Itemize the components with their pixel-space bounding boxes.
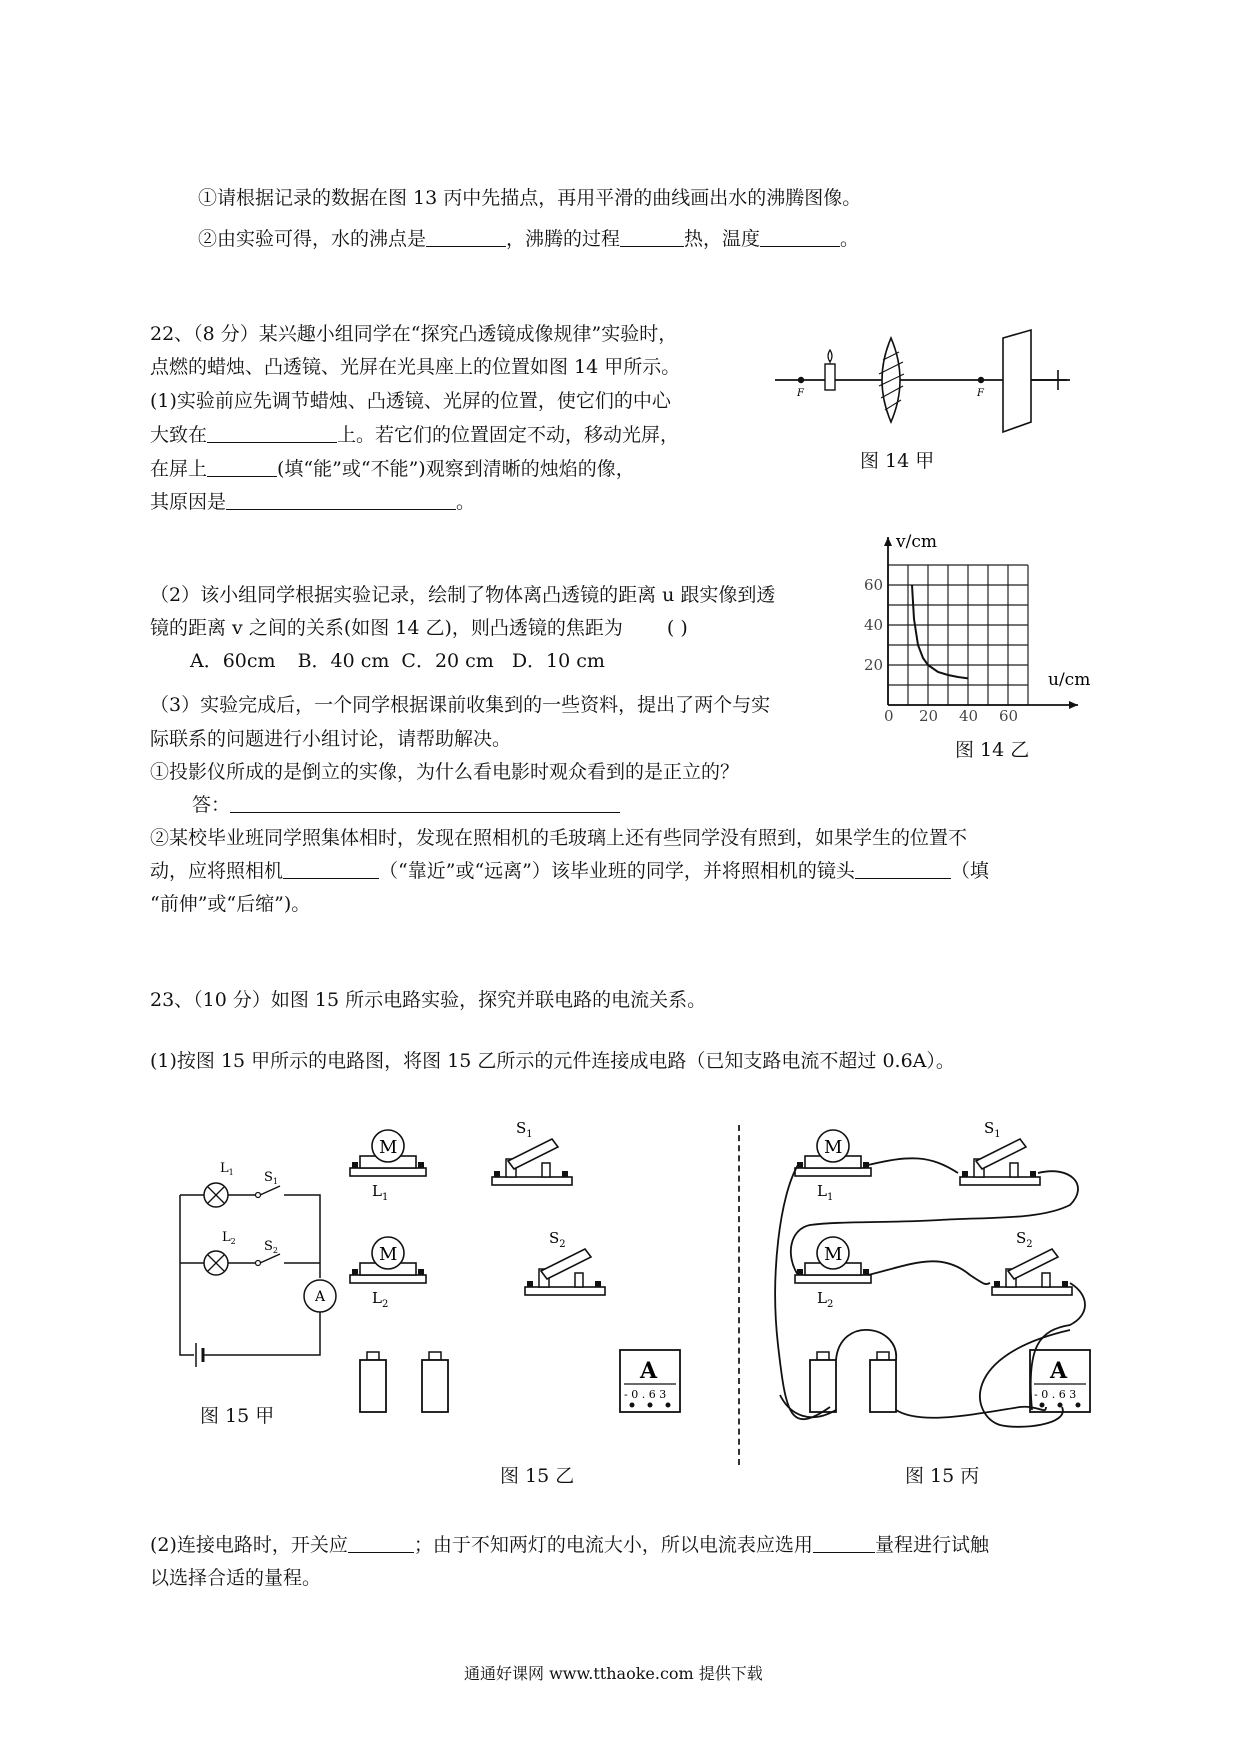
switch-label: $S_1$ bbox=[516, 1119, 533, 1140]
terminal bbox=[418, 1162, 424, 1168]
x-axis-label: u/cm bbox=[1048, 670, 1091, 690]
battery-symbol bbox=[196, 1343, 203, 1367]
terminal bbox=[595, 1281, 601, 1287]
lamp-base bbox=[350, 1168, 426, 1176]
y-tick-label: 60 bbox=[864, 576, 884, 594]
lamp-base bbox=[350, 1275, 426, 1283]
terminal bbox=[962, 1171, 968, 1177]
knife-switch-icon bbox=[960, 1139, 1040, 1185]
q22-line: 大致在 上。若它们的位置固定不动，移动光屏， bbox=[150, 424, 680, 446]
answer-blank[interactable] bbox=[760, 228, 840, 247]
option-d[interactable]: D．10 cm bbox=[511, 650, 605, 672]
switch-blade bbox=[260, 1254, 280, 1263]
fig15b-caption: 图 15 乙 bbox=[500, 1465, 575, 1487]
answer-blank[interactable] bbox=[813, 1534, 875, 1553]
ammeter-scale: - 0 . 6 3 bbox=[1034, 1388, 1077, 1401]
label-L1: $L_1$ bbox=[220, 1161, 234, 1177]
answer-blank[interactable] bbox=[620, 228, 684, 247]
battery-body bbox=[422, 1360, 448, 1412]
q22-part3: 际联系的问题进行小组讨论，请帮助解决。 bbox=[150, 728, 512, 750]
lamp-holder-icon bbox=[350, 1237, 426, 1283]
q22-part3: “前伸”或“后缩”)。 bbox=[150, 893, 311, 915]
battery-cell-icon bbox=[870, 1352, 896, 1412]
switch-post bbox=[1042, 1273, 1050, 1287]
battery-cell-icon bbox=[360, 1352, 386, 1412]
answer-blank[interactable] bbox=[426, 228, 506, 247]
fig15c-wired-circuit bbox=[770, 1119, 1090, 1435]
choice-paren: ( ) bbox=[666, 617, 688, 639]
terminal bbox=[1030, 1171, 1036, 1177]
label-S2: $S_2$ bbox=[264, 1239, 278, 1255]
filament-mark: M bbox=[824, 1137, 843, 1158]
switch-base bbox=[992, 1287, 1072, 1295]
terminal bbox=[352, 1162, 358, 1168]
convex-lens-icon bbox=[879, 338, 904, 422]
lamp-base bbox=[795, 1275, 871, 1283]
switch-post bbox=[542, 1163, 550, 1177]
q22-part3: （3）实验完成后，一个同学根据课前收集到的一些资料，提出了两个与实 bbox=[150, 694, 771, 716]
filament-mark: M bbox=[824, 1244, 843, 1265]
q21-instruction-2: ②由实验可得，水的沸点是 ，沸腾的过程 热，温度 。 bbox=[198, 228, 860, 250]
terminal bbox=[994, 1281, 1000, 1287]
x-tick-label: 40 bbox=[959, 707, 979, 725]
ammeter-terminal bbox=[1058, 1403, 1063, 1408]
q23-part1: (1)按图 15 甲所示的电路图，将图 15 乙所示的元件连接成电路（已知支路电流不超过 0.6A）。 bbox=[150, 1050, 955, 1072]
q23-part2: 以选择合适的量程。 bbox=[150, 1567, 322, 1589]
battery-cap bbox=[877, 1352, 889, 1360]
ammeter-letter: A bbox=[1050, 1358, 1068, 1384]
ammeter-label: A bbox=[315, 1289, 326, 1305]
fig15a-caption: 图 15 甲 bbox=[200, 1405, 275, 1427]
filament-mark: M bbox=[379, 1244, 398, 1265]
terminal bbox=[527, 1281, 533, 1287]
switch-post bbox=[575, 1273, 583, 1287]
switch-blade bbox=[260, 1186, 280, 1195]
q22-options bbox=[190, 649, 605, 673]
ammeter-terminal bbox=[1076, 1403, 1081, 1408]
knife-switch-icon bbox=[525, 1249, 605, 1295]
answer-blank[interactable] bbox=[226, 491, 456, 510]
x-tick-label: 0 bbox=[884, 707, 894, 725]
fig14a-optical-bench bbox=[775, 330, 1095, 450]
terminal bbox=[562, 1171, 568, 1177]
series-line bbox=[912, 585, 968, 678]
filament-mark: M bbox=[379, 1137, 398, 1158]
answer-blank[interactable] bbox=[283, 860, 379, 879]
knife-switch-icon bbox=[492, 1139, 572, 1185]
focal-point-right bbox=[978, 377, 984, 383]
switch-label: $S_1$ bbox=[984, 1119, 1001, 1140]
y-tick-label: 40 bbox=[864, 616, 884, 634]
label-S1: $S_1$ bbox=[264, 1170, 278, 1186]
switch-label: $S_2$ bbox=[549, 1229, 566, 1250]
q22-answer-line: 答： bbox=[192, 793, 620, 817]
x-tick-label: 60 bbox=[999, 707, 1019, 725]
ammeter-terminal bbox=[1040, 1403, 1045, 1408]
switch-contact bbox=[256, 1193, 261, 1198]
connecting-wire bbox=[868, 1158, 958, 1173]
switch-post bbox=[1010, 1163, 1018, 1177]
y-tick-label: 20 bbox=[864, 656, 884, 674]
fig14a-caption: 图 14 甲 bbox=[860, 450, 935, 472]
divider-dashed bbox=[738, 1125, 740, 1465]
battery-cell-icon bbox=[810, 1352, 836, 1412]
ammeter-letter: A bbox=[640, 1358, 658, 1384]
battery-body bbox=[870, 1360, 896, 1412]
q22-line: 在屏上 (填“能”或“不能”)观察到清晰的烛焰的像， bbox=[150, 458, 635, 480]
q22-part3: 动，应将照相机 （“靠近”或“远离”）该毕业班的同学，并将照相机的镜头 （填 bbox=[150, 860, 989, 882]
q22-line: 其原因是 。 bbox=[150, 491, 476, 513]
lamp-holder-icon bbox=[795, 1237, 871, 1283]
q22-line: (1)实验前应先调节蜡烛、凸透镜、光屏的位置，使它们的中心 bbox=[150, 390, 671, 412]
q21-instruction-1: ①请根据记录的数据在图 13 丙中先描点，再用平滑的曲线画出水的沸腾图像。 bbox=[198, 187, 862, 209]
x-axis-arrow bbox=[1069, 701, 1078, 709]
q22-part3: ①投影仪所成的是倒立的实像，为什么看电影时观众看到的是正立的？ bbox=[150, 761, 740, 783]
battery-body bbox=[810, 1360, 836, 1412]
ammeter-terminal bbox=[648, 1403, 653, 1408]
y-axis-label: v/cm bbox=[896, 532, 937, 552]
label-L2: $L_2$ bbox=[222, 1230, 236, 1246]
fig14b-chart bbox=[848, 533, 1108, 733]
answer-blank[interactable] bbox=[207, 458, 277, 477]
answer-blank[interactable] bbox=[348, 1534, 414, 1553]
connecting-wire bbox=[868, 1261, 990, 1284]
lamp-symbol bbox=[204, 1183, 228, 1207]
lamp-label: $L_1$ bbox=[372, 1182, 389, 1203]
focal-label: F bbox=[797, 388, 804, 399]
q22-part3: ②某校毕业班同学照集体相时，发现在照相机的毛玻璃上还有些同学没有照到，如果学生的位置不 bbox=[150, 827, 968, 849]
candle-icon bbox=[825, 350, 835, 390]
battery-cell-icon bbox=[422, 1352, 448, 1412]
lamp-label: $L_1$ bbox=[817, 1182, 834, 1203]
terminal bbox=[494, 1171, 500, 1177]
terminal bbox=[1062, 1281, 1068, 1287]
fig14b-caption: 图 14 乙 bbox=[955, 739, 1030, 761]
fig15a-circuit-diagram bbox=[170, 1150, 350, 1390]
switch-base bbox=[960, 1177, 1040, 1185]
light-screen-icon bbox=[1003, 330, 1067, 432]
option-a[interactable]: A．60cm bbox=[190, 650, 276, 672]
answer-blank[interactable] bbox=[855, 860, 951, 879]
ammeter-terminal bbox=[666, 1403, 671, 1408]
q23-title: 23、（10 分）如图 15 所示电路实验，探究并联电路的电流关系。 bbox=[150, 989, 707, 1011]
y-axis-arrow bbox=[884, 537, 892, 546]
terminal bbox=[418, 1269, 424, 1275]
answer-blank[interactable] bbox=[230, 794, 620, 813]
battery-cap bbox=[817, 1352, 829, 1360]
ammeter-scale: - 0 . 6 3 bbox=[624, 1388, 667, 1401]
footer: 通通好课网 www.tthaoke.com 提供下载 bbox=[464, 1664, 763, 1683]
lamp-label: $L_2$ bbox=[817, 1289, 834, 1310]
switch-contact bbox=[256, 1261, 261, 1266]
x-tick-label: 20 bbox=[919, 707, 939, 725]
ammeter-icon bbox=[1030, 1350, 1090, 1412]
q23-part2: (2)连接电路时，开关应 ；由于不知两灯的电流大小，所以电流表应选用 量程进行试触 bbox=[150, 1534, 989, 1556]
ammeter-icon bbox=[620, 1350, 680, 1412]
lamp-symbol bbox=[204, 1251, 228, 1275]
fig15c-caption: 图 15 丙 bbox=[905, 1465, 980, 1487]
q22-line: 点燃的蜡烛、凸透镜、光屏在光具座上的位置如图 14 甲所示。 bbox=[150, 356, 681, 378]
focal-label: F bbox=[977, 388, 984, 399]
focal-point-left bbox=[798, 377, 804, 383]
knife-switch-icon bbox=[992, 1249, 1072, 1295]
battery-cap bbox=[367, 1352, 379, 1360]
lamp-holder-icon bbox=[350, 1130, 426, 1176]
option-c[interactable]: C．20 cm bbox=[401, 650, 494, 672]
option-b[interactable]: B．40 cm bbox=[297, 650, 390, 672]
q22-title: 22、（8 分）某兴趣小组同学在“探究凸透镜成像规律”实验时， bbox=[150, 323, 678, 345]
fig15b-components bbox=[372, 1119, 700, 1435]
switch-label: $S_2$ bbox=[1016, 1229, 1033, 1250]
switch-base bbox=[492, 1177, 572, 1185]
ammeter-terminal bbox=[630, 1403, 635, 1408]
q22-part2: （2）该小组同学根据实验记录，绘制了物体离凸透镜的距离 u 跟实像到透 bbox=[150, 584, 776, 606]
q22-part2: 镜的距离 v 之间的关系(如图 14 乙)，则凸透镜的焦距为 ( ) bbox=[150, 617, 688, 639]
lamp-holder-icon bbox=[795, 1130, 871, 1176]
terminal bbox=[352, 1269, 358, 1275]
switch-base bbox=[525, 1287, 605, 1295]
battery-cap bbox=[429, 1352, 441, 1360]
lamp-base bbox=[795, 1168, 871, 1176]
battery-body bbox=[360, 1360, 386, 1412]
connecting-wire bbox=[896, 1407, 1046, 1418]
answer-blank[interactable] bbox=[207, 424, 337, 443]
lamp-label: $L_2$ bbox=[372, 1289, 389, 1310]
